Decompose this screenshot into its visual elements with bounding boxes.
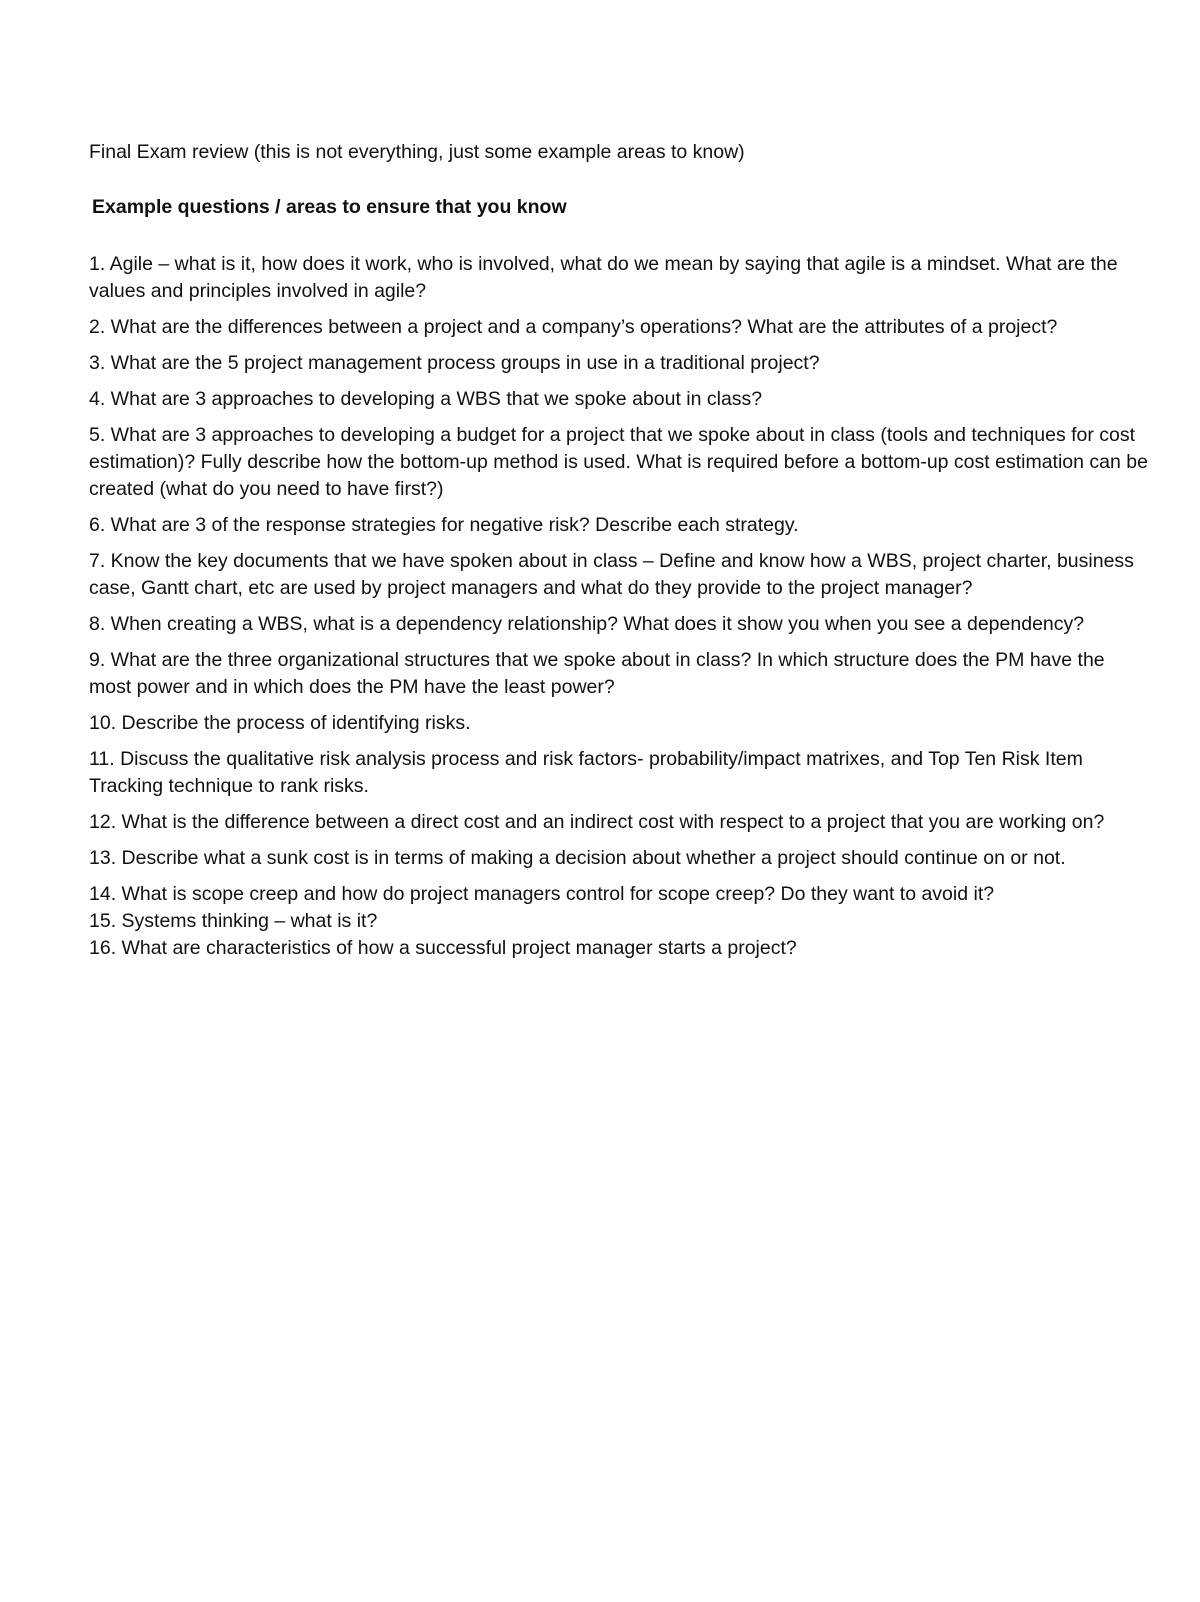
question-14: 14. What is scope creep and how do project managers control for scope creep? Do they want to avoid it? (89, 883, 995, 905)
question-7: 7. Know the key documents that we have spoken about in class – Define and know how a WBS, project charter, business case, Gantt chart, etc are used by project managers and what do they provide to the project manager? (89, 550, 1134, 599)
question-15: 15. Systems thinking – what is it? (89, 910, 378, 932)
question-2: 2. What are the differences between a project and a company’s operations? What are the attributes of a project? (89, 316, 1058, 338)
question-16: 16. What are characteristics of how a successful project manager starts a project? (89, 937, 797, 959)
question-5: 5. What are 3 approaches to developing a budget for a project that we spoke about in class (tools and techniques for cost estimation)? Fully describe how the bottom-up method is used. What is required before a bottom-up cost estimation can be created (what do you need to have first?) (89, 424, 1148, 500)
question-list (89, 251, 1149, 962)
question-12: 12. What is the difference between a direct cost and an indirect cost with respect to a project that you are working on? (89, 811, 1105, 833)
question-6: 6. What are 3 of the response strategies for negative risk? Describe each strategy. (89, 514, 799, 536)
question-8: 8. When creating a WBS, what is a dependency relationship? What does it show you when you see a dependency? (89, 613, 1085, 635)
question-4: 4. What are 3 approaches to developing a WBS that we spoke about in class? (89, 388, 763, 410)
question-1: 1. Agile – what is it, how does it work, who is involved, what do we mean by saying that agile is a mindset. What are the values and principles involved in agile? (89, 253, 1118, 302)
document-title: Final Exam review (this is not everything, just some example areas to know) (89, 141, 745, 163)
section-heading: Example questions / areas to ensure that you know (92, 196, 567, 218)
question-13: 13. Describe what a sunk cost is in terms of making a decision about whether a project should continue on or not. (89, 847, 1066, 869)
question-11: 11. Discuss the qualitative risk analysis process and risk factors- probability/impact matrixes, and Top Ten Risk Item Tracking technique to rank risks. (89, 748, 1083, 797)
document-body (89, 139, 1149, 962)
question-9: 9. What are the three organizational structures that we spoke about in class? In which structure does the PM have the most power and in which does the PM have the least power? (89, 649, 1105, 698)
question-3: 3. What are the 5 project management process groups in use in a traditional project? (89, 352, 820, 374)
question-10: 10. Describe the process of identifying risks. (89, 712, 471, 734)
